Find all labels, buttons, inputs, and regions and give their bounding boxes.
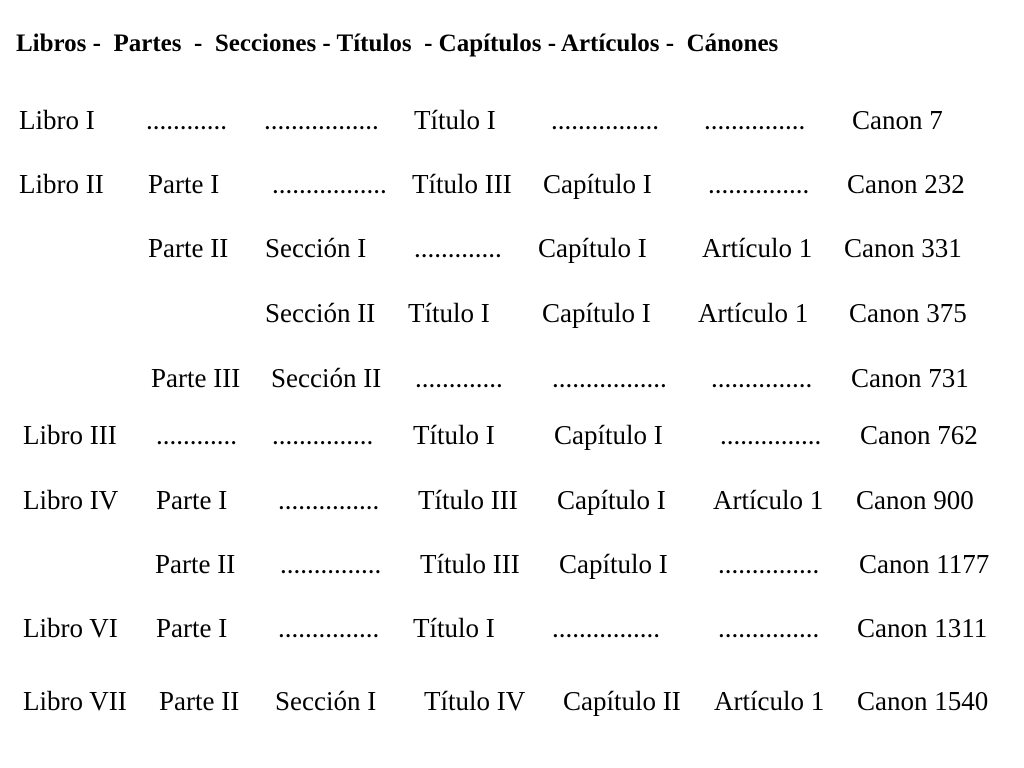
canon-cell: Canon 375 xyxy=(849,298,967,328)
libro-cell: Libro I xyxy=(19,105,95,135)
articulo-cell: ............... xyxy=(718,549,820,579)
titulo-cell: ............. xyxy=(414,233,502,263)
canon-cell: Canon 731 xyxy=(851,363,969,393)
titulo-cell: Título I xyxy=(408,298,490,328)
parte-cell: Parte II xyxy=(159,686,240,716)
titulo-cell: Título III xyxy=(418,485,518,515)
capitulo-cell: Capítulo I xyxy=(538,233,647,263)
titulo-cell: ............. xyxy=(415,363,503,393)
parte-cell: Parte II xyxy=(155,549,236,579)
articulo-cell: ............... xyxy=(704,105,806,135)
libro-cell: Libro III xyxy=(23,420,117,450)
libro-cell: Libro VII xyxy=(23,686,127,716)
seccion-cell: ............... xyxy=(278,613,380,643)
seccion-cell: ................. xyxy=(272,169,387,199)
canon-cell: Canon 1540 xyxy=(857,686,989,716)
articulo-cell: ............... xyxy=(718,613,820,643)
seccion-cell: ................. xyxy=(264,105,379,135)
seccion-cell: Sección II xyxy=(265,298,376,328)
canon-cell: Canon 762 xyxy=(860,420,978,450)
articulo-cell: Artículo 1 xyxy=(702,233,813,263)
capitulo-cell: Capítulo II xyxy=(563,686,681,716)
capitulo-cell: ................ xyxy=(551,105,659,135)
titulo-cell: Título III xyxy=(412,169,512,199)
page-title: Libros - Partes - Secciones - Títulos - Capítulos - Artículos - Cánones xyxy=(16,30,779,57)
libro-cell: Libro VI xyxy=(23,613,118,643)
parte-cell: ............ xyxy=(146,105,227,135)
seccion-cell: Sección I xyxy=(275,686,377,716)
table-row xyxy=(0,167,1024,201)
canon-cell: Canon 331 xyxy=(844,233,962,263)
articulo-cell: Artículo 1 xyxy=(713,485,824,515)
canon-cell: Canon 7 xyxy=(852,105,943,135)
table-row xyxy=(0,103,1024,137)
seccion-cell: ............... xyxy=(280,549,382,579)
table-row xyxy=(0,611,1024,645)
articulo-cell: ............... xyxy=(720,420,822,450)
table-row xyxy=(0,418,1024,452)
titulo-cell: Título IV xyxy=(424,686,526,716)
libro-cell: Libro II xyxy=(19,169,104,199)
table-row xyxy=(0,547,1024,581)
table-row xyxy=(0,231,1024,265)
parte-cell: Parte II xyxy=(148,233,229,263)
capitulo-cell: ................. xyxy=(552,363,667,393)
table-row xyxy=(0,296,1024,330)
seccion-cell: ............... xyxy=(272,420,374,450)
libro-cell: Libro IV xyxy=(23,485,119,515)
parte-cell: Parte I xyxy=(148,169,220,199)
capitulo-cell: Capítulo I xyxy=(554,420,663,450)
canon-cell: Canon 232 xyxy=(847,169,965,199)
titulo-cell: Título I xyxy=(413,420,495,450)
table-row xyxy=(0,684,1024,718)
titulo-cell: Título I xyxy=(414,105,496,135)
parte-cell: Parte I xyxy=(156,485,228,515)
capitulo-cell: Capítulo I xyxy=(557,485,666,515)
capitulo-cell: ................ xyxy=(552,613,660,643)
capitulo-cell: Capítulo I xyxy=(559,549,668,579)
articulo-cell: Artículo 1 xyxy=(698,298,809,328)
capitulo-cell: Capítulo I xyxy=(542,298,651,328)
canon-cell: Canon 1311 xyxy=(857,613,988,643)
articulo-cell: ............... xyxy=(711,363,813,393)
seccion-cell: Sección II xyxy=(271,363,382,393)
parte-cell: Parte III xyxy=(151,363,241,393)
parte-cell: Parte I xyxy=(156,613,228,643)
titulo-cell: Título I xyxy=(413,613,495,643)
titulo-cell: Título III xyxy=(420,549,520,579)
seccion-cell: Sección I xyxy=(265,233,367,263)
parte-cell: ............ xyxy=(156,420,237,450)
seccion-cell: ............... xyxy=(278,485,380,515)
canon-cell: Canon 1177 xyxy=(859,549,990,579)
table-row xyxy=(0,361,1024,395)
articulo-cell: Artículo 1 xyxy=(714,686,825,716)
table-row xyxy=(0,483,1024,517)
articulo-cell: ............... xyxy=(708,169,810,199)
capitulo-cell: Capítulo I xyxy=(543,169,652,199)
canon-cell: Canon 900 xyxy=(856,485,974,515)
